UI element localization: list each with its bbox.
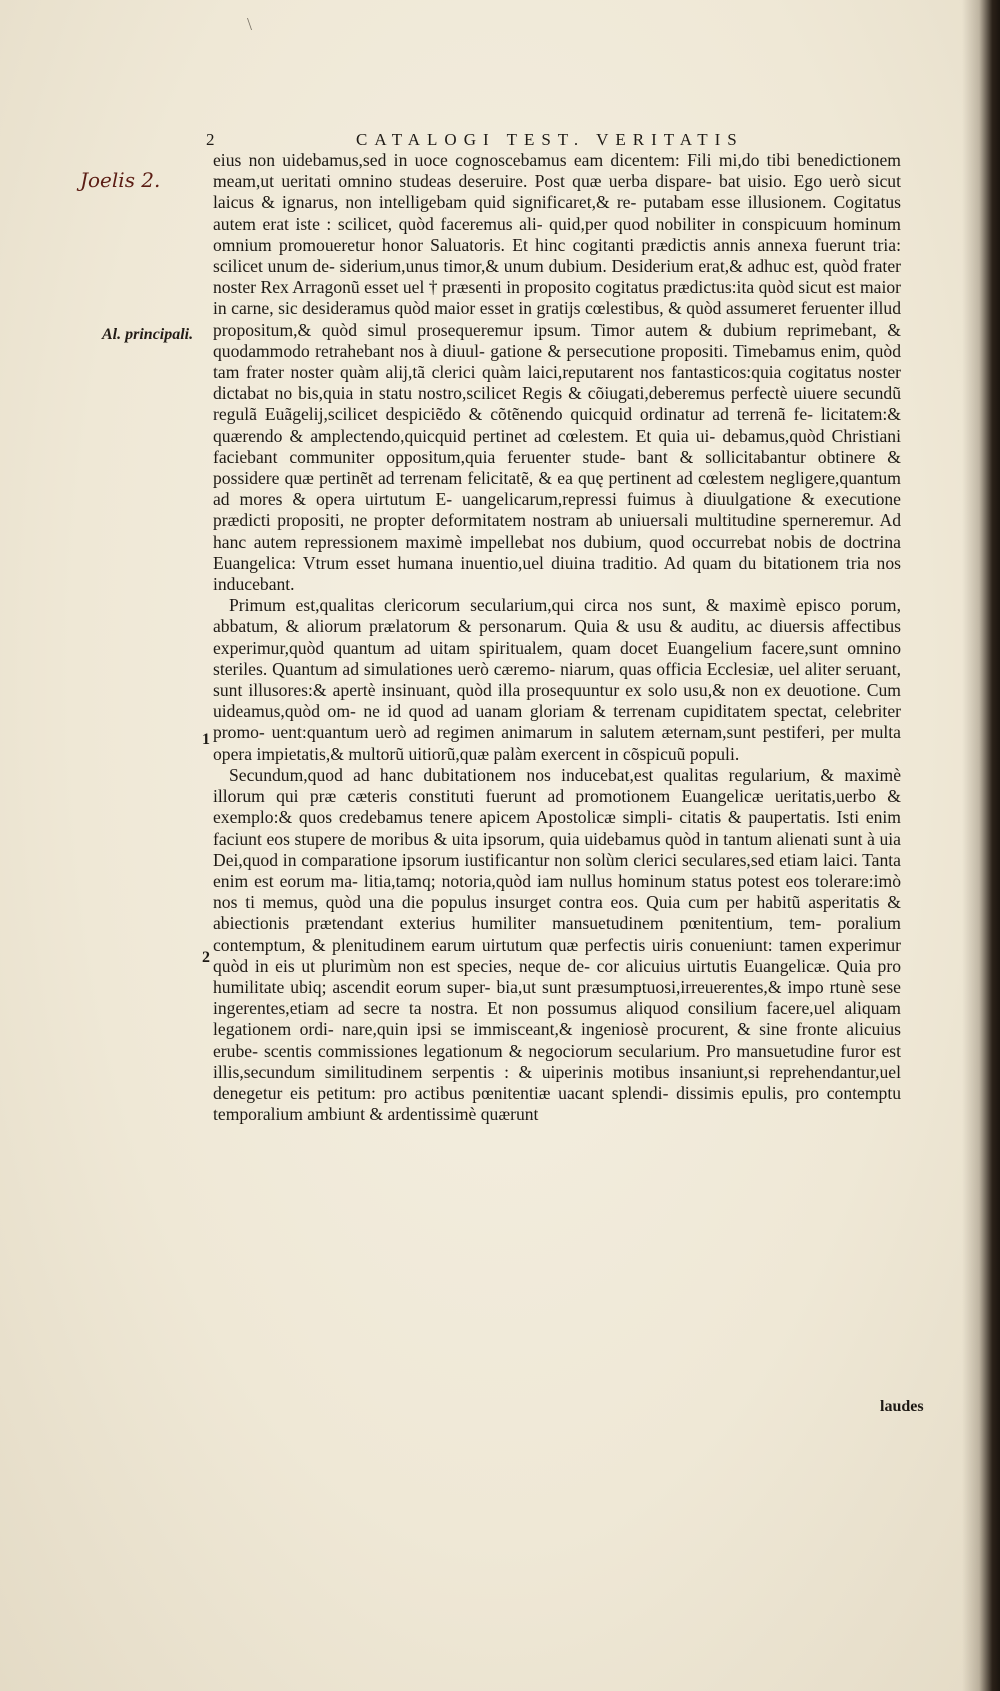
section-number-1: 1: [202, 731, 210, 748]
catchword: laudes: [880, 1398, 924, 1415]
paragraph-1: eius non uidebamus,sed in uoce cognoscebamus eam dicentem: Fili mi,do tibi benedictionem meam,ut ueritati omnino studeas deseruire. Post quæ uerba dispare- bat uisio. Ego uerò sicut laicus & ignarus, non intelligebam quid significaret,& re- putabam esse illusionem. Cogitatus autem erat iste : scilicet, quòd faceremus ali- quid,per quod nobiliter in conspicuum hominum omnium promoueretur honor Saluatoris. Et hinc cogitanti prædictis annis annexa fuerunt tria: scilicet unum de- siderium,unus timor,& unum dubium. Desiderium erat,& adhuc est, quòd frater noster Rex Arragonũ esset uel † præsenti in proposito cogitatus prædictus:ita quòd sicut est maior in carne, sic desideramus quòd maior esset in gratijs cœlestibus, & quòd assumeret feruenter illud propositum,& quòd simul prosequeremur ipsum. Timor autem & dubium reprimebant, & quodammodo retrahebant nos à diuul- gatione & persecutione propositi. Timebamus enim, quòd tam frater noster quàm alij,tã clerici quàm laici,reputarent nos fantasticos:quia cogitatus noster dictabat no bis,quia in statu nostro,scilicet Regis & cõiugati,deberemus perfectè uiuere secundũ regulã Euãgelij,scilicet despiciẽdo & cõtẽnendo quicquid ordinatur ad terrenã fe- licitatem:& quærendo & amplectendo,quicquid pertinet ad cœlestem. Et quia ui- debamus,quòd Christiani faciebant communiter oppositum,quia feruenter stude- bant & sollicitabantur obtinere & possidere quæ pertinẽt ad terrenam felicitatẽ, & ea quę pertinent ad cœlestem negligere,quantum ad mores & opera uirtutum E- uangelicarum,repressi fuimus à diuulgatione & executione prædicti propositi, ne propter deformitatem nostram ab uniuersali multitudine sperneremur. Ad hanc autem repressionem maximè impellebat nos dubium, quod occurrebat nobis de doctrina Euangelica: Vtrum esset humana inuentio,uel diuina traditio. Ad quam du bitationem tria nos inducebant.: [213, 150, 901, 595]
section-number-2: 2: [202, 949, 210, 966]
page-gutter-shadow: [962, 0, 1000, 1691]
pencil-mark: \: [247, 14, 253, 34]
page-number: 2: [206, 130, 215, 149]
handwritten-margin-note: Joelis 2.: [80, 168, 161, 192]
running-title: CATALOGI TEST. VERITATIS: [356, 130, 744, 149]
paragraph-primum: Primum est,qualitas clericorum secularium,qui circa nos sunt, & maximè episco porum, abbatum, & aliorum prælatorum & personarum. Quia & usu & auditu, ac diuersis affectibus experimur,quòd quantum ad uitam spiritualem, quam docet Euangelium facere,sunt omnino steriles. Quantum ad simulationes uerò cæremo- niarum, quas officia Ecclesiæ, uel aliter seruant, sunt illusores:& apertè insinuant, quòd illa prosequuntur ex solo usu,& non ex deuotione. Cum uideamus,quòd om- ne id quod ad uanam gloriam & terrenam cupiditatem spectat, celebriter promo- uent:quantum uerò ad regimen animarum in salutem æternam,sunt pestiferi, per multa opera impietatis,& multorũ uitiorũ,quæ palàm exercent in cõspicuũ populi.: [213, 595, 901, 764]
printed-margin-note: Al. principali.: [102, 326, 194, 343]
paragraph-secundum: Secundum,quod ad hanc dubitationem nos inducebat,est qualitas regularium, & maximè illorum qui præ cæteris constituti fuerunt ad promotionem Euangelicæ ueritatis,uerbo & exemplo:& quos credebamus tenere apicem Apostolicæ simpli- citatis & paupertatis. Isti enim faciunt eos stupere de moribus & uita ipsorum, quia uidebamus quòd in tantum alienati sunt à uia Dei,quod in comparatione ipsorum iustificantur non solùm clerici seculares,sed etiam laici. Tanta enim est eorum ma- litia,tamq; notoria,quòd iam nullus hominum status potest eos tolerare:imò nos ti memus, quòd una die populus insurget contra eos. Quia cum per habitũ asperitatis & abiectionis prætendant exterius humiliter mansuetudinem pœnitentium, tem- poralium contemptum, & plenitudinem earum uirtutum quæ perfectis uiris conueniunt: tamen experimur quòd in eis ut plurimùm non est species, neque de- cor alicuius uirtutis Euangelicæ. Quia pro humilitate ubiq; ascendit eorum super- bia,ut sunt præsumptuosi,irreuerentes,& impo rtunè sese ingerentes,etiam ad secre ta nostra. Et non possumus aliquod consilium facere,uel aliquam legationem ordi- nare,quin ipsi se immisceant,& ingeniosè procurent, & sine fronte alicuius erube- scentis commissiones legationum & negociorum secularium. Pro mansuetudine furor est illis,secundum similitudinem serpentis : & uiperinis motibus insaniunt,si reprehendantur,uel denegetur eis petitum: pro actibus pœnitentiæ uacant splendi- dissimis epulis, pro contemptu temporalium ambiunt & ardentissimè quærunt: [213, 764, 901, 1125]
main-text-block: [213, 150, 901, 1125]
